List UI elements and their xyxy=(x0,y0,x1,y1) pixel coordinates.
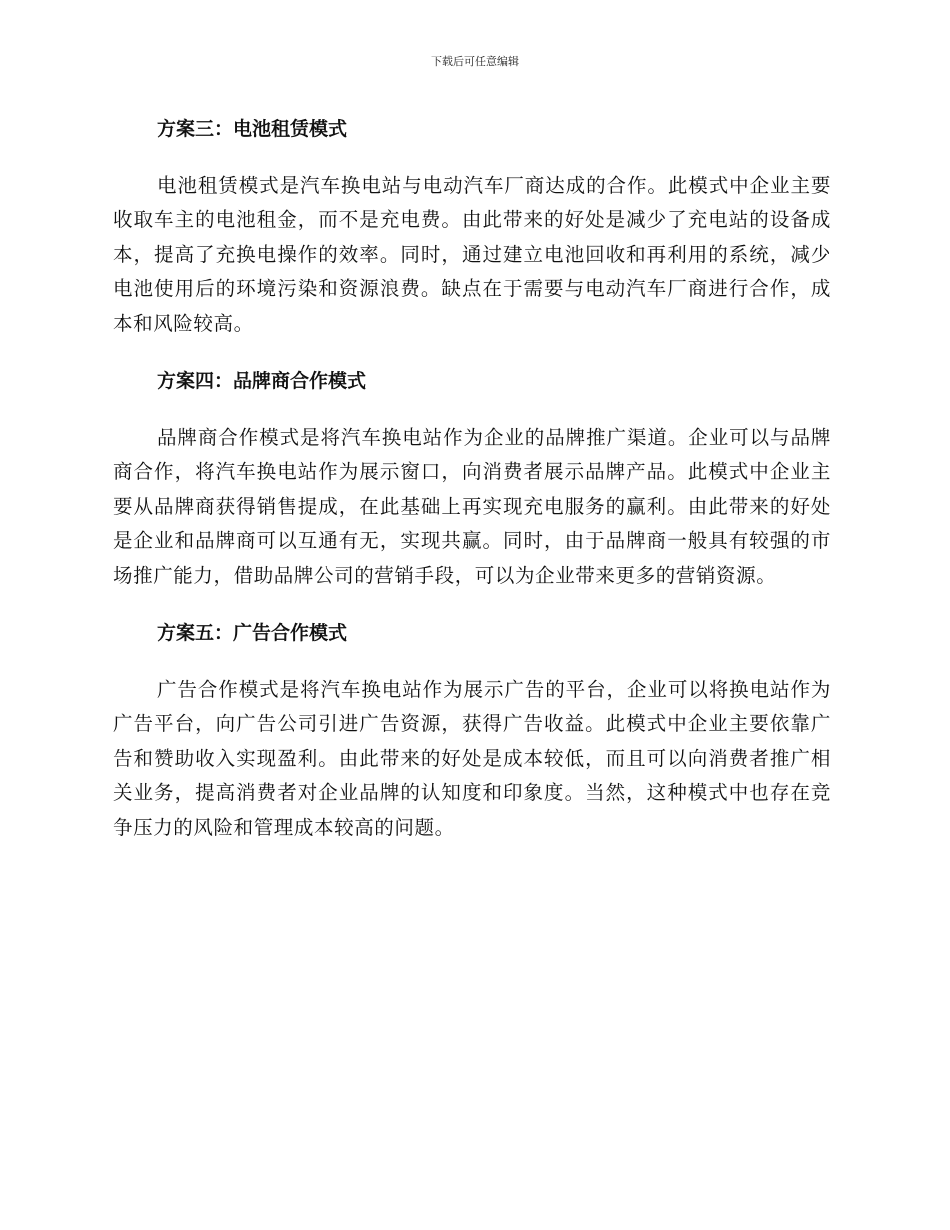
section-heading-brand-cooperation: 方案四：品牌商合作模式 xyxy=(157,370,367,393)
section-paragraph-brand-cooperation: 品牌商合作模式是将汽车换电站作为企业的品牌推广渠道。企业可以与品牌商合作，将汽车换电站作为展示窗口，向消费者展示品牌产品。此模式中企业主要从品牌商获得销售提成，在此基础上再实现充电服务的赢利。由此带来的好处是企业和品牌商可以互通有无，实现共赢。同时，由于品牌商一般具有较强的市场推广能力，借助品牌公司的营销手段，可以为企业带来更多的营销资源。 xyxy=(113,426,831,587)
document-body xyxy=(113,113,831,845)
section-heading-advertising-cooperation: 方案五：广告合作模式 xyxy=(157,622,348,645)
section-paragraph-battery-leasing: 电池租赁模式是汽车换电站与电动汽车厂商达成的合作。此模式中企业主要收取车主的电池租金，而不是充电费。由此带来的好处是减少了充电站的设备成本，提高了充换电操作的效率。同时，通过建立电池回收和再利用的系统，减少电池使用后的环境污染和资源浪费。缺点在于需要与电动汽车厂商进行合作，成本和风险较高。 xyxy=(113,174,831,335)
page-header-note: 下载后可任意编辑 xyxy=(431,55,519,68)
section-paragraph-advertising-cooperation: 广告合作模式是将汽车换电站作为展示广告的平台，企业可以将换电站作为广告平台，向广告公司引进广告资源，获得广告收益。此模式中企业主要依靠广告和赞助收入实现盈利。由此带来的好处是成本较低，而且可以向消费者推广相关业务，提高消费者对企业品牌的认知度和印象度。当然，这种模式中也存在竞争压力的风险和管理成本较高的问题。 xyxy=(113,678,831,839)
section-heading-battery-leasing: 方案三：电池租赁模式 xyxy=(157,118,348,140)
